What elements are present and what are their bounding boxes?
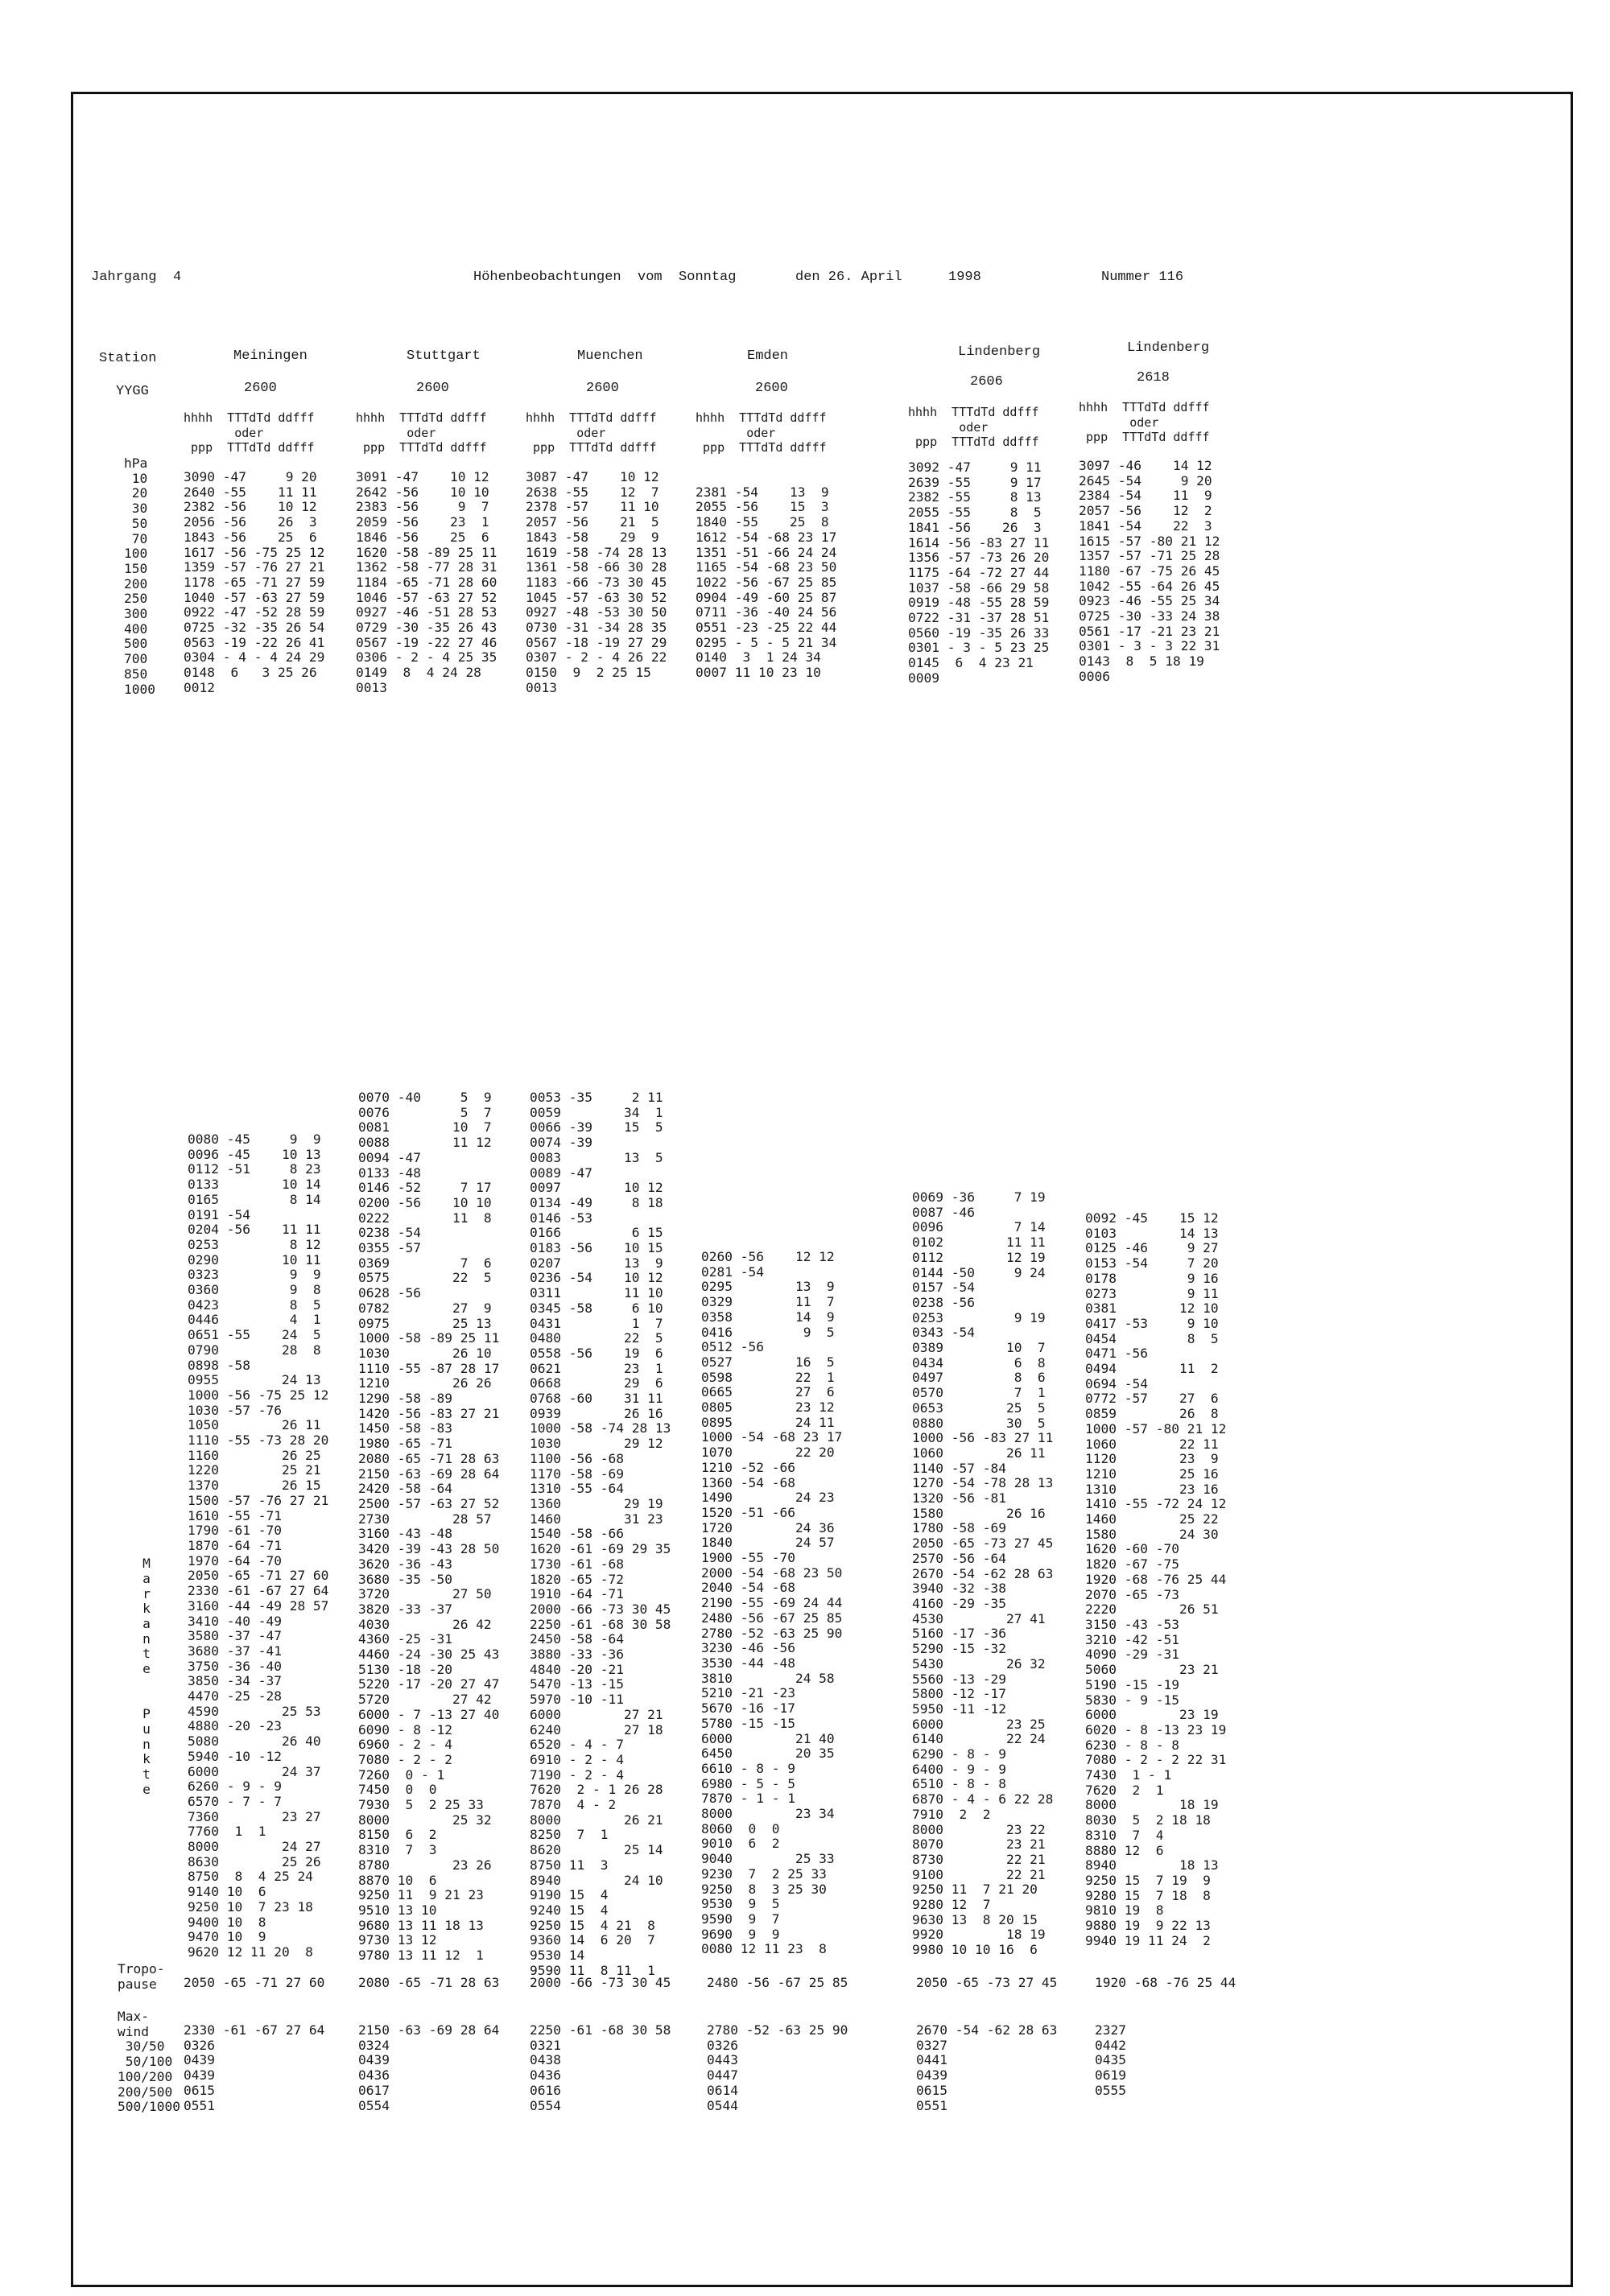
station-label: Station	[99, 351, 157, 366]
station-name: Meiningen	[233, 348, 308, 364]
column-header: hhhh TTTdTd ddfff oder ppp TTTdTd ddfff	[696, 410, 827, 455]
station-yygg: 2606	[970, 374, 1003, 390]
significant-levels: 0092 -45 15 12 0103 14 13 0125 -46 9 27 0153 -54 7 20 0178 9 16 0273 9 11 0381 12 10 0417 -53 9 10 0454 8 5 0471 -56 0494 11 2 0694 -54 0772 -57 27 6 0859 26 8 1000 -57 -80 21 12 1060 22 11 1120 23 9 1210 25 16 1310 23 16 1410 -55 -72 24 12 1460 25 22 1580 24 30 1620 -60 -70 1820 -67 -75 1920 -68 -76 25 44 2070 -65 -73 2220 26 51 3150 -43 -53 3210 -42 -51 4090 -29 -31 5060 23 21 5190 -15 -19 5830 - 9 -15 6000 23 19 6020 - 8 -13 23 19 6230 - 8 - 8 7080 - 2 - 2 22 31 7430 1 - 1 7620 2 1 8000 18 19 8030 5 2 18 18 8310 7 4 8880 12 6 8940 18 13 9250 15 7 19 9 9280 15 7 18 8 9810 19 8 9880 19 9 22 13 9940 19 11 24 2	[1085, 1210, 1227, 1948]
report-number: Nummer 116	[1101, 270, 1184, 285]
column-header: hhhh TTTdTd ddfff oder ppp TTTdTd ddfff	[356, 410, 487, 455]
maxwind-values: 2327 0442 0435 0619 0555	[1095, 2022, 1126, 2098]
tropopause-values: 2050 -65 -73 27 45	[916, 1975, 1058, 1990]
station-yygg: 2600	[416, 381, 449, 396]
tropopause-values: 2050 -65 -71 27 60	[184, 1975, 325, 1990]
station-yygg: 2618	[1137, 370, 1170, 385]
significant-levels: 0053 -35 2 11 0059 34 1 0066 -39 15 5 0074 -39 0083 13 5 0089 -47 0097 10 12 0134 -49 8 18 0146 -53 0166 6 15 0183 -56 10 15 0207 13 9 0236 -54 10 12 0311 11 10 0345 -58 6 10 0431 1 7 0480 22 5 0558 -56 19 6 0621 23 1 0668 29 6 0768 -60 31 11 0939 26 16 1000 -58 -74 28 13 1030 29 12 1100 -56 -68 1170 -58 -69 1310 -55 -64 1360 29 19 1460 31 23 1540 -58 -66 1620 -61 -69 29 35 1730 -61 -68 1820 -65 -72 1910 -64 -71 2000 -66 -73 30 45 2250 -61 -68 30 58 2450 -58 -64 3880 -33 -36 4840 -20 -21 5470 -13 -15 5970 -10 -11 6000 27 21 6240 27 18 6520 - 4 - 7 6910 - 2 - 4 7190 - 2 - 4 7620 2 - 1 26 28 7870 4 - 2 8000 26 21 8250 7 1 8620 25 14 8750 11 3 8940 24 10 9190 15 4 9240 15 4 9250 15 4 21 8 9360 14 6 20 7 9530 14 9590 11 8 11 1	[530, 1090, 671, 1978]
station-name: Emden	[747, 348, 789, 364]
standard-levels: 3087 -47 10 12 2638 -55 12 7 2378 -57 11 10 2057 -56 21 5 1843 -58 29 9 1619 -58 -74 28 13 1361 -58 -66 30 28 1183 -66 -73 30 45 1045 -57 -63 30 52 0927 -48 -53 30 50 0730 -31 -34 28 35 0567 -18 -19 27 29 0307 - 2 - 4 26 22 0150 9 2 25 15 0013	[526, 469, 667, 695]
maxwind-label: Max- wind 30/50 50/100 100/200 200/500 500/1000	[118, 2009, 180, 2115]
station-name: Stuttgart	[407, 348, 481, 364]
tropopause-label: Tropo- pause	[118, 1961, 165, 1992]
report-date: den 26. April	[795, 270, 902, 285]
standard-levels: 2381 -54 13 9 2055 -56 15 3 1840 -55 25 8 1612 -54 -68 23 17 1351 -51 -66 24 24 1165 -54 -68 23 50 1022 -56 -67 25 85 0904 -49 -60 25 87 0711 -36 -40 24 56 0551 -23 -25 22 44 0295 - 5 - 5 21 34 0140 3 1 24 34 0007 11 10 23 10	[696, 484, 837, 681]
column-header: hhhh TTTdTd ddfff oder ppp TTTdTd ddfff	[184, 410, 315, 455]
station-yygg: 2600	[244, 381, 277, 396]
significant-levels: 0069 -36 7 19 0087 -46 0096 7 14 0102 11 11 0112 12 19 0144 -50 9 24 0157 -54 0238 -56 0253 9 19 0343 -54 0389 10 7 0434 6 8 0497 8 6 0570 7 1 0653 25 5 0880 30 5 1000 -56 -83 27 11 1060 26 11 1140 -57 -84 1270 -54 -78 28 13 1320 -56 -81 1580 26 16 1780 -58 -69 2050 -65 -73 27 45 2570 -56 -64 2670 -54 -62 28 63 3940 -32 -38 4160 -29 -35 4530 27 41 5160 -17 -36 5290 -15 -32 5430 26 32 5560 -13 -29 5800 -12 -17 5950 -11 -12 6000 23 25 6140 22 24 6290 - 8 - 9 6400 - 9 - 9 6510 - 8 - 8 6870 - 4 - 6 22 28 7910 2 2 8000 23 22 8070 23 21 8730 22 21 9100 22 21 9250 11 7 21 20 9280 12 7 9630 13 8 20 15 9920 18 19 9980 10 10 16 6	[912, 1189, 1054, 1958]
jahrgang: Jahrgang 4	[91, 270, 182, 285]
station-yygg: 2600	[755, 381, 788, 396]
significant-levels: 0080 -45 9 9 0096 -45 10 13 0112 -51 8 23 0133 10 14 0165 8 14 0191 -54 0204 -56 11 11 0253 8 12 0290 10 11 0323 9 9 0360 9 8 0423 8 5 0446 4 1 0651 -55 24 5 0790 28 8 0898 -58 0955 24 13 1000 -56 -75 25 12 1030 -57 -76 1050 26 11 1110 -55 -73 28 20 1160 26 25 1220 25 21 1370 26 15 1500 -57 -76 27 21 1610 -55 -71 1790 -61 -70 1870 -64 -71 1970 -64 -70 2050 -65 -71 27 60 2330 -61 -67 27 64 3160 -44 -49 28 57 3410 -40 -49 3580 -37 -47 3680 -37 -41 3750 -36 -40 3850 -34 -37 4470 -25 -28 4590 25 53 4880 -20 -23 5080 26 40 5940 -10 -12 6000 24 37 6260 - 9 - 9 6570 - 7 - 7 7360 23 27 7760 1 1 8000 24 27 8630 25 26 8750 8 4 25 24 9140 10 6 9250 10 7 23 18 9400 10 8 9470 10 9 9620 12 11 20 8	[188, 1132, 329, 1960]
maxwind-values: 2670 -54 -62 28 63 0327 0441 0439 0615 0551	[916, 2022, 1058, 2113]
maxwind-values: 2150 -63 -69 28 64 0324 0439 0436 0617 0554	[358, 2022, 500, 2113]
column-header: hhhh TTTdTd ddfff oder ppp TTTdTd ddfff	[908, 405, 1039, 450]
report-title: Höhenbeobachtungen vom Sonntag	[473, 270, 737, 285]
maxwind-values: 2780 -52 -63 25 90 0326 0443 0447 0614 0544	[707, 2022, 848, 2113]
standard-levels: 3097 -46 14 12 2645 -54 9 20 2384 -54 11 9 2057 -56 12 2 1841 -54 22 3 1615 -57 -80 21 12 1357 -57 -71 25 28 1180 -67 -75 26 45 1042 -55 -64 26 45 0923 -46 -55 25 34 0725 -30 -33 24 38 0561 -17 -21 23 21 0301 - 3 - 3 22 31 0143 8 5 18 19 0006	[1079, 458, 1220, 684]
tropopause-values: 1920 -68 -76 25 44	[1095, 1975, 1236, 1990]
significant-levels: 0260 -56 12 12 0281 -54 0295 13 9 0329 11 7 0358 14 9 0416 9 5 0512 -56 0527 16 5 0598 22 1 0665 27 6 0805 23 12 0895 24 11 1000 -54 -68 23 17 1070 22 20 1210 -52 -66 1360 -54 -68 1490 24 23 1520 -51 -66 1720 24 36 1840 24 57 1900 -55 -70 2000 -54 -68 23 50 2040 -54 -68 2190 -55 -69 24 44 2480 -56 -67 25 85 2780 -52 -63 25 90 3230 -46 -56 3530 -44 -48 3810 24 58 5210 -21 -23 5670 -16 -17 5780 -15 -15 6000 21 40 6450 20 35 6610 - 8 - 9 6980 - 5 - 5 7870 - 1 - 1 8000 23 34 8060 0 0 9010 6 2 9040 25 33 9230 7 2 25 33 9250 8 3 25 30 9530 9 5 9590 9 7 9690 9 9 0080 12 11 23 8	[701, 1249, 843, 1957]
maxwind-values: 2250 -61 -68 30 58 0321 0438 0436 0616 0554	[530, 2022, 671, 2113]
tropopause-values: 2080 -65 -71 28 63	[358, 1975, 500, 1990]
yygg-label: YYGG	[116, 384, 149, 399]
station-name: Muenchen	[577, 348, 643, 364]
maxwind-values: 2330 -61 -67 27 64 0326 0439 0439 0615 0551	[184, 2022, 325, 2113]
punkte-label: P u n k t e	[142, 1706, 151, 1797]
hpa-levels: hPa 10 20 30 50 70 100 150 200 250 300 400 500 700 850 1000	[124, 455, 155, 697]
station-name: Lindenberg	[958, 344, 1041, 360]
standard-levels: 3091 -47 10 12 2642 -56 10 10 2383 -56 9 7 2059 -56 23 1 1846 -56 25 6 1620 -58 -89 25 11 1362 -58 -77 28 31 1184 -65 -71 28 60 1046 -57 -63 27 52 0927 -46 -51 28 53 0729 -30 -35 26 43 0567 -19 -22 27 46 0306 - 2 - 4 25 35 0149 8 4 24 28 0013	[356, 469, 497, 695]
markante-label: M a r k a n t e	[142, 1556, 151, 1677]
tropopause-values: 2000 -66 -73 30 45	[530, 1975, 671, 1990]
standard-levels: 3092 -47 9 11 2639 -55 9 17 2382 -55 8 13 2055 -55 8 5 1841 -56 26 3 1614 -56 -83 27 11 1356 -57 -73 26 20 1175 -64 -72 27 44 1037 -58 -66 29 58 0919 -48 -55 28 59 0722 -31 -37 28 51 0560 -19 -35 26 33 0301 - 3 - 5 23 25 0145 6 4 23 21 0009	[908, 460, 1050, 686]
standard-levels: 3090 -47 9 20 2640 -55 11 11 2382 -56 10 12 2056 -56 26 3 1843 -56 25 6 1617 -56 -75 25 12 1359 -57 -76 27 21 1178 -65 -71 27 59 1040 -57 -63 27 59 0922 -47 -52 28 59 0725 -32 -35 26 54 0563 -19 -22 26 41 0304 - 4 - 4 24 29 0148 6 3 25 26 0012	[184, 469, 325, 695]
station-name: Lindenberg	[1127, 340, 1210, 356]
significant-levels: 0070 -40 5 9 0076 5 7 0081 10 7 0088 11 12 0094 -47 0133 -48 0146 -52 7 17 0200 -56 10 10 0222 11 8 0238 -54 0355 -57 0369 7 6 0575 22 5 0628 -56 0782 27 9 0975 25 13 1000 -58 -89 25 11 1030 26 10 1110 -55 -87 28 17 1210 26 26 1290 -58 -89 1420 -56 -83 27 21 1450 -58 -83 1980 -65 -71 2080 -65 -71 28 63 2150 -63 -69 28 64 2420 -58 -64 2500 -57 -63 27 52 2730 28 57 3160 -43 -48 3420 -39 -43 28 50 3620 -36 -43 3680 -35 -50 3720 27 50 3820 -33 -37 4030 26 42 4360 -25 -31 4460 -24 -30 25 43 5130 -18 -20 5220 -17 -20 27 47 5720 27 42 6000 - 7 -13 27 40 6090 - 8 -12 6960 - 2 - 4 7080 - 2 - 2 7260 0 - 1 7450 0 0 7930 5 2 25 33 8000 25 32 8150 6 2 8310 7 3 8780 23 26 8870 10 6 9250 11 9 21 23 9510 13 10 9680 13 11 18 13 9730 13 12 9780 13 11 12 1	[358, 1090, 500, 1964]
column-header: hhhh TTTdTd ddfff oder ppp TTTdTd ddfff	[526, 410, 657, 455]
station-yygg: 2600	[586, 381, 619, 396]
report-year: 1998	[948, 270, 981, 285]
column-header: hhhh TTTdTd ddfff oder ppp TTTdTd ddfff	[1079, 400, 1210, 445]
tropopause-values: 2480 -56 -67 25 85	[707, 1975, 848, 1990]
